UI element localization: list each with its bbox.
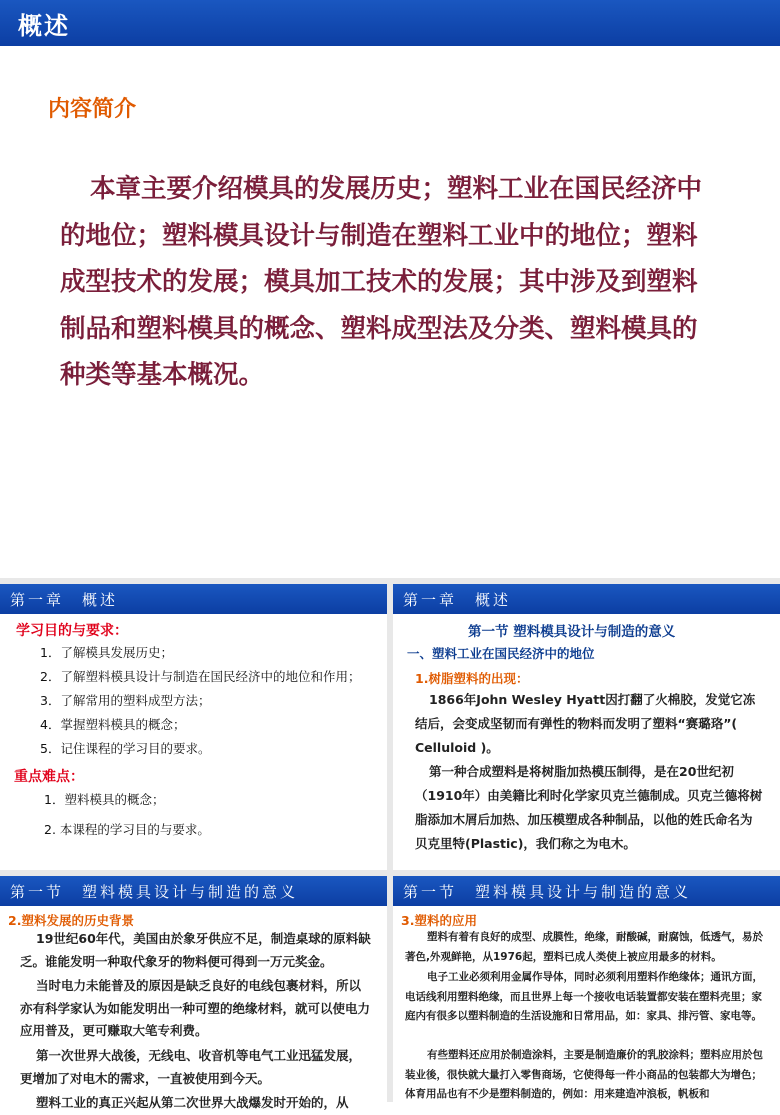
- slide-title: 第一章 概述: [10, 591, 119, 609]
- title-bar: [393, 584, 780, 614]
- title-bar: [393, 876, 780, 906]
- intro-text: 本章主要介绍模具的发展历史；塑料工业在国民经济中的地位；塑料模具设计与制造在塑料工业中的地位；塑料成型技术的发展；模具加工技术的发展；其中涉及到塑料制品和塑料模具的概念、塑料成型法及分类、塑料模具的种类等基本概况。: [60, 174, 703, 390]
- slide-title: 第一节 塑料模具设计与制造的意义: [403, 883, 692, 901]
- sub-heading: 3.塑料的应用: [401, 913, 477, 928]
- list-item: 2. 本课程的学习目的与要求。: [44, 822, 210, 837]
- thumbnail-slide-objectives: [0, 584, 387, 870]
- sub-heading: 1.树脂塑料的出现：: [415, 671, 529, 686]
- paragraph: 1866年John Wesley Hyatt因打翻了火棉胶，发觉它冻结后，会变成坚韧而有弹性的物料而发明了塑料“赛璐珞”( Celluloid )。: [415, 692, 756, 755]
- paragraph: 电子工业必须利用金属作导体，同时必须利用塑料作绝缘体；通讯方面，电话线利用塑料绝缘，而且世界上每一个接收电话装置都安装在塑料壳里；家庭内有很多以塑料制造的生活设施和日常用品，如：家具、排污管、家电等。: [405, 971, 763, 1022]
- list-item: 1．塑料模具的概念；: [44, 792, 165, 807]
- slide-title: 概述: [18, 11, 70, 40]
- paragraph: 有些塑料还应用於制造涂料，主要是制造廉价的乳胶涂料；塑料应用於包装业後，很快就大量打入零售商场，它使得每一件小商品的包装都大为增色；体育用品也有不少是塑料制造的，例如：用来建造冲浪板，帆板和: [405, 1049, 763, 1100]
- list-item: 5．记住课程的学习目的要求。: [40, 741, 211, 756]
- paragraph: 第一种合成塑料是将树脂加热模压制得，是在20世纪初（1910年）由美籍比利时化学家贝克兰德制成。贝克兰德将树脂添加木屑后加热、加压模塑成各种制品，以他的姓氏命名为贝克里特(Plastic)，我们称之为电木。: [415, 764, 763, 851]
- section-heading: 内容简介: [48, 97, 137, 122]
- intro-paragraph: [60, 166, 720, 399]
- thumbnail-slide-resin: [393, 584, 780, 870]
- subsection-title: 一、塑料工业在国民经济中的地位: [407, 646, 595, 661]
- thumbnail-slide-applications: [393, 876, 780, 1102]
- list-item: 3．了解常用的塑料成型方法；: [40, 693, 211, 708]
- thumbnail-slide-history: [0, 876, 387, 1110]
- paragraph: 第一次世界大战後，无线电、收音机等电气工业迅猛发展，更增加了对电木的需求，一直被使用到今天。: [20, 1048, 362, 1086]
- list-item: 1．了解模具发展历史；: [40, 645, 173, 660]
- paragraph: 塑料有着有良好的成型、成膜性，绝缘，耐酸碱，耐腐蚀，低透气，易於著色,外观鲜艳，从1976起，塑料已成人类使上被应用最多的材料。: [405, 931, 763, 963]
- objectives-heading: 学习目的与要求：: [16, 623, 128, 639]
- title-bar: [0, 584, 387, 614]
- paragraph: 塑料工业的真正兴起从第二次世界大战爆发时开始的，从: [36, 1095, 349, 1110]
- paragraph: 当时电力未能普及的原因是缺乏良好的电线包裹材料，所以亦有科学家认为如能发明出一种可塑的绝缘材料，就可以使电力应用普及，更可赚取大笔专利费。: [20, 978, 371, 1038]
- title-bar: [0, 876, 387, 906]
- slide-title: 第一节 塑料模具设计与制造的意义: [10, 883, 299, 901]
- section-title: 第一节 塑料模具设计与制造的意义: [468, 624, 676, 640]
- sub-heading: 2.塑料发展的历史背景: [8, 913, 134, 928]
- list-item: 4．掌握塑料模具的概念；: [40, 717, 186, 732]
- slide-title: 第一章 概述: [403, 591, 512, 609]
- title-bar: [0, 0, 780, 46]
- paragraph: 19世纪60年代，美国由於象牙供应不足，制造桌球的原料缺乏。谁能发明一种取代象牙的物料便可得到一万元奖金。: [20, 931, 371, 969]
- key-points-heading: 重点难点：: [14, 769, 84, 785]
- list-item: 2．了解塑料模具设计与制造在国民经济中的地位和作用；: [40, 669, 361, 684]
